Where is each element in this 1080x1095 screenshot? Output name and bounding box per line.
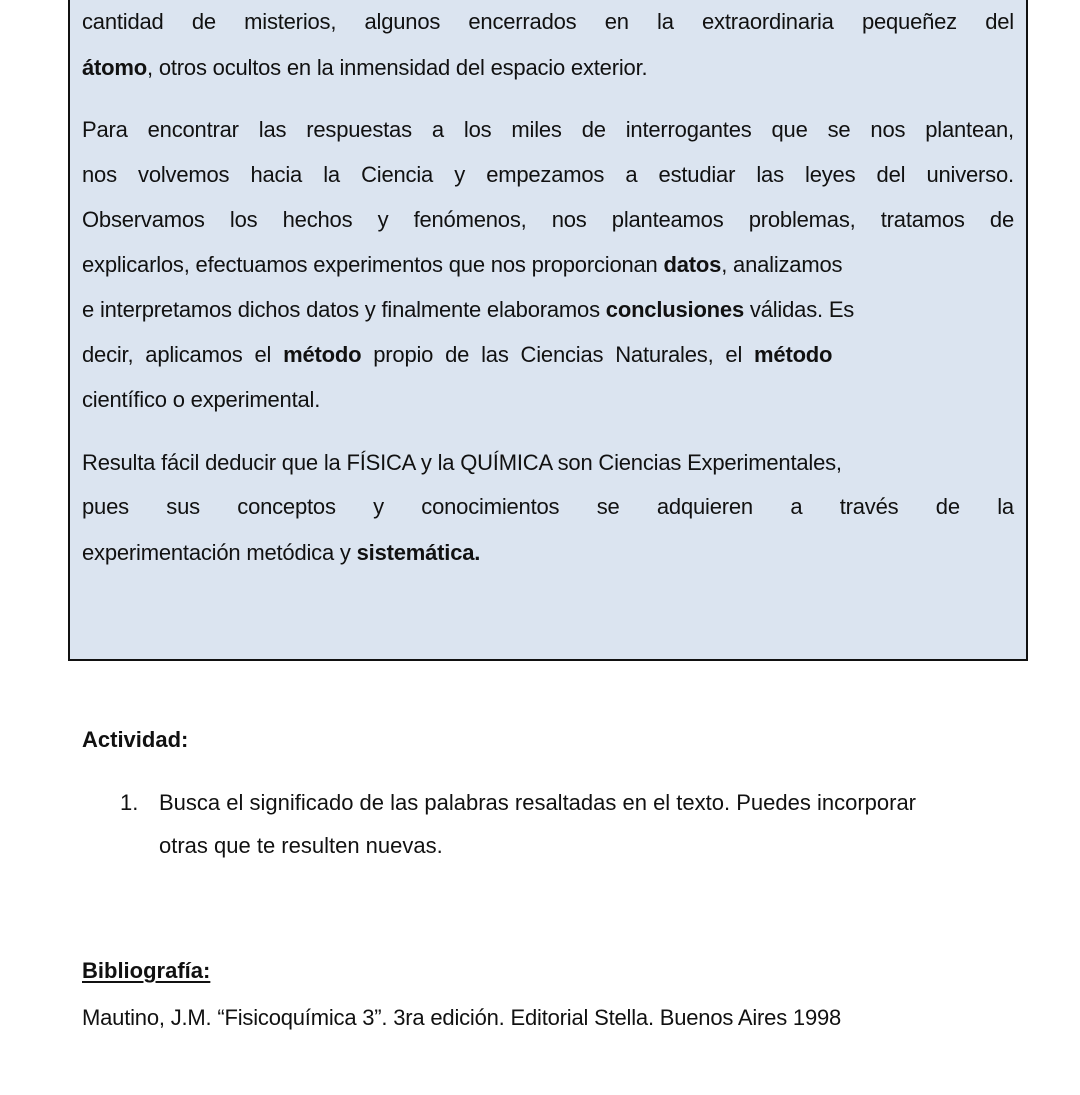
- word: miles: [511, 117, 562, 142]
- text-span: , analizamos: [721, 252, 843, 277]
- word: nos: [82, 162, 117, 187]
- word: de: [935, 494, 960, 519]
- word: misterios,: [244, 9, 337, 34]
- word: extraordinaria: [701, 9, 834, 34]
- word: algunos: [364, 9, 441, 34]
- word: de: [191, 9, 216, 34]
- word: que: [771, 117, 808, 142]
- word: y: [454, 162, 466, 187]
- word: respuestas: [306, 117, 412, 142]
- word: estudiar: [658, 162, 736, 187]
- word: se: [596, 494, 620, 519]
- word: Observamos: [82, 207, 205, 232]
- text-line: científico o experimental.: [82, 387, 321, 412]
- word: tratamos: [880, 207, 965, 232]
- word: nos: [551, 207, 587, 232]
- word: través: [839, 494, 899, 519]
- word: plantean,: [925, 117, 1014, 142]
- word: fenómenos,: [413, 207, 527, 232]
- word: de: [989, 207, 1014, 232]
- text-line: [82, 493, 1014, 521]
- word: y: [373, 494, 384, 519]
- word: la: [323, 162, 340, 187]
- word: planteamos: [611, 207, 724, 232]
- word: leyes: [805, 162, 856, 187]
- text-span: válidas. Es: [744, 297, 855, 322]
- text-line: [82, 206, 1014, 234]
- word: los: [229, 207, 258, 232]
- text-span: explicarlos, efectuamos experimentos que nos proporcionan: [82, 252, 664, 277]
- word: a: [625, 162, 638, 187]
- word: y: [377, 207, 389, 232]
- highlighted-word: método: [283, 342, 362, 367]
- text-line: [82, 161, 1014, 189]
- word: nos: [870, 117, 906, 142]
- word: cantidad: [82, 9, 164, 34]
- word: adquieren: [656, 494, 753, 519]
- word: los: [463, 117, 492, 142]
- word: pequeñez: [861, 9, 957, 34]
- word: se: [827, 117, 851, 142]
- word: volvemos: [138, 162, 230, 187]
- word: sus: [166, 494, 200, 519]
- word: Ciencia: [361, 162, 434, 187]
- bibliography-heading: Bibliografía:: [82, 958, 211, 983]
- text-line: [82, 116, 1014, 144]
- text-span: propio de las Ciencias Naturales, el: [361, 342, 755, 367]
- word: encerrados: [468, 9, 577, 34]
- word: Para: [82, 117, 128, 142]
- text-span: , otros ocultos en la inmensidad del espacio exterior.: [147, 55, 648, 80]
- word: conocimientos: [421, 494, 560, 519]
- list-item-text: otras que te resulten nuevas.: [159, 833, 443, 858]
- text-line: [82, 539, 1014, 567]
- word: a: [431, 117, 444, 142]
- text-line: [82, 341, 1014, 369]
- word: del: [985, 9, 1014, 34]
- text-span: decir, aplicamos el: [82, 342, 284, 367]
- word: conceptos: [237, 494, 336, 519]
- highlighted-word: método: [754, 342, 833, 367]
- word: hacia: [250, 162, 303, 187]
- bibliography-entry: Mautino, J.M. “Fisicoquímica 3”. 3ra edición. Editorial Stella. Buenos Aires 1998: [82, 1005, 842, 1030]
- word: hechos: [282, 207, 353, 232]
- activity-heading: Actividad:: [82, 727, 189, 752]
- word: las: [756, 162, 784, 187]
- word: la: [997, 494, 1014, 519]
- text-line: [82, 296, 1014, 324]
- highlighted-word: sistemática.: [356, 540, 481, 565]
- text-span: e interpretamos dichos datos y finalmente elaboramos: [82, 297, 606, 322]
- highlighted-word: átomo: [82, 55, 148, 80]
- word: encontrar: [147, 117, 239, 142]
- text-span: experimentación metódica y: [82, 540, 357, 565]
- word: en: [604, 9, 629, 34]
- word: a: [790, 494, 803, 519]
- text-line: Resulta fácil deducir que la FÍSICA y la QUÍMICA son Ciencias Experimentales,: [82, 450, 842, 475]
- word: universo.: [926, 162, 1014, 187]
- word: del: [876, 162, 906, 187]
- word: interrogantes: [625, 117, 752, 142]
- text-line: [82, 54, 1014, 82]
- list-item-text: Busca el significado de las palabras resaltadas en el texto. Puedes incorporar: [159, 790, 917, 815]
- word: las: [258, 117, 287, 142]
- text-line: [82, 251, 1014, 279]
- word: pues: [82, 494, 129, 519]
- word: la: [657, 9, 674, 34]
- word: empezamos: [486, 162, 605, 187]
- highlighted-word: datos: [663, 252, 722, 277]
- text-line: [82, 8, 1014, 36]
- list-item-number: 1.: [120, 790, 139, 815]
- highlighted-word: conclusiones: [605, 297, 744, 322]
- word: de: [581, 117, 606, 142]
- word: problemas,: [748, 207, 856, 232]
